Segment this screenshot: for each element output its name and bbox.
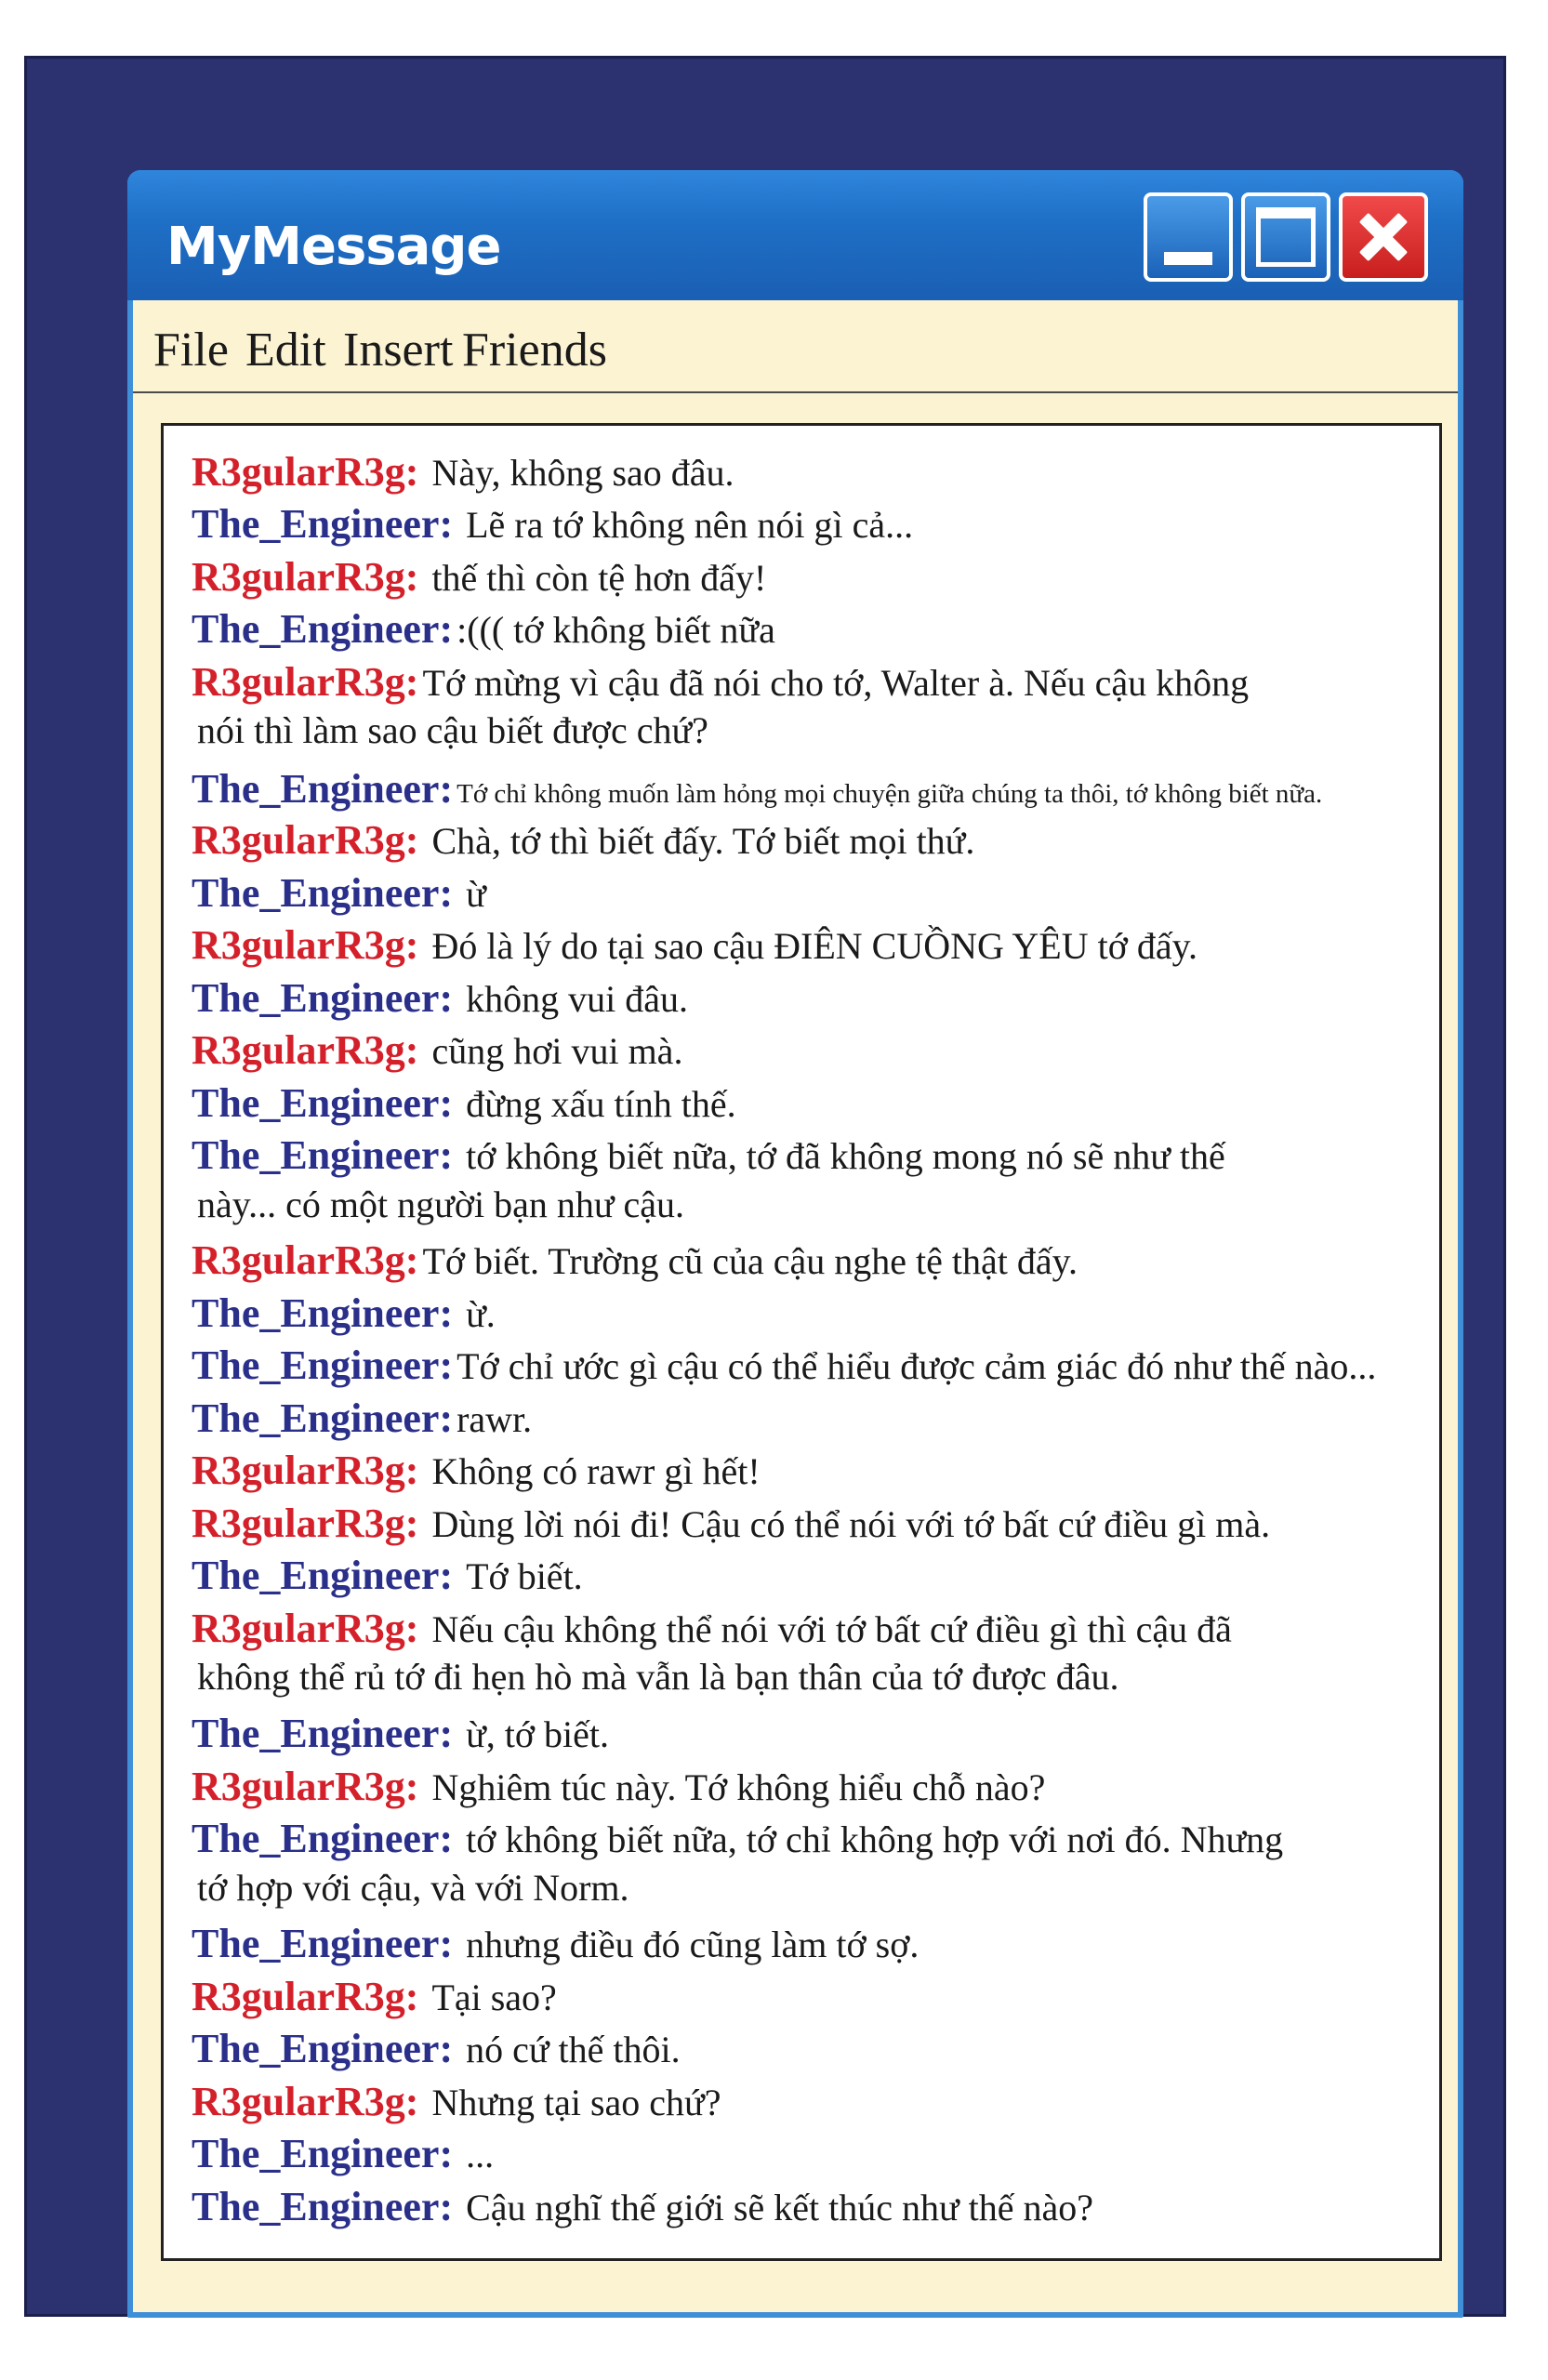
message-text: Lẽ ra tớ không nên nói gì cả... [466,504,914,546]
chat-message [192,2078,721,2125]
message-author: R3gularR3g: [192,554,419,600]
message-text: Nghiêm túc này. Tớ không hiểu chỗ nào? [431,1766,1046,1808]
minimize-icon [1164,252,1212,265]
chat-message [192,1763,1045,1810]
chat-message [192,605,775,653]
message-author: R3gularR3g: [192,1448,419,1493]
message-text: ừ, tớ biết. [466,1713,610,1755]
message-text: không vui đâu. [466,978,688,1020]
window-body [133,300,1458,2312]
message-author: R3gularR3g: [192,2079,419,2124]
message-author: R3gularR3g: [192,1027,419,1073]
message-author: R3gularR3g: [192,817,419,863]
message-author: The_Engineer: [192,1816,454,1861]
message-text: Không có rawr gì hết! [431,1450,761,1492]
message-author: The_Engineer: [192,501,454,547]
message-author: R3gularR3g: [192,659,419,705]
outer-frame [24,56,1506,2317]
message-text: nhưng điều đó cũng làm tớ sợ. [466,1924,920,1965]
message-author: The_Engineer: [192,1080,454,1126]
message-author: The_Engineer: [192,1921,454,1966]
chat-message [192,1447,761,1494]
chat-message [192,1605,1232,1652]
chat-message-continuation: tớ hợp với cậu, và với Norm. [197,1867,629,1909]
message-text: Cậu nghĩ thế giới sẽ kết thúc như thế nào? [466,2187,1094,2228]
message-text: tớ không biết nữa, tớ chỉ không hợp với nơi đó. Nhưng [466,1818,1284,1860]
message-author: The_Engineer: [192,1342,454,1388]
message-text: thế thì còn tệ hơn đấy! [431,557,767,599]
message-author: The_Engineer: [192,1553,454,1598]
menu-bar [133,300,1458,393]
chat-message [192,1500,1270,1547]
chat-message [192,1552,583,1599]
maximize-button[interactable] [1241,192,1330,282]
message-author: R3gularR3g: [192,1764,419,1809]
message-author: The_Engineer: [192,2131,454,2176]
chat-message-continuation: này... có một người bạn như cậu. [197,1183,685,1225]
message-text: nó cứ thế thôi. [466,2029,681,2070]
message-author: R3gularR3g: [192,1501,419,1546]
message-text: cũng hơi vui mà. [431,1030,683,1072]
chat-message [192,765,1322,813]
chat-message [192,2130,494,2177]
message-text: ừ [466,873,486,915]
message-text: Tớ chỉ không muốn làm hỏng mọi chuyện giữa chúng ta thôi, tớ không biết nữa. [456,779,1323,809]
message-author: The_Engineer: [192,975,454,1021]
window-title: MyMessage [166,217,501,277]
chat-message [192,500,913,548]
message-author: The_Engineer: [192,606,454,652]
message-author: R3gularR3g: [192,1606,419,1651]
chat-message [192,1026,682,1074]
chat-message [192,1395,532,1442]
chat-message [192,1289,496,1337]
message-author: The_Engineer: [192,2026,454,2071]
message-text: rawr. [456,1398,533,1440]
close-icon [1343,196,1424,278]
menu-edit[interactable]: Edit [245,324,326,377]
chat-message [192,658,1249,706]
chat-message [192,1973,557,2020]
chat-message [192,1710,609,1757]
message-text: Đó là lý do tại sao cậu ĐIÊN CUỒNG YÊU tớ đấy. [431,925,1198,967]
message-author: The_Engineer: [192,1132,454,1178]
message-text: Tớ biết. [466,1555,583,1597]
message-text: Này, không sao đâu. [431,452,734,494]
message-text: Chà, tớ thì biết đấy. Tớ biết mọi thứ. [431,820,975,862]
message-text: đừng xấu tính thế. [466,1083,736,1125]
chat-message [192,1236,1078,1284]
message-text: Nếu cậu không thể nói với tớ bất cứ điều gì thì cậu đã [431,1608,1232,1650]
title-bar[interactable] [127,170,1463,300]
message-text: tớ không biết nữa, tớ đã không mong nó sẽ như thế [466,1135,1225,1177]
app-window [127,170,1463,2318]
message-text: Nhưng tại sao chứ? [431,2082,721,2123]
message-text: Tớ chỉ ước gì cậu có thể hiểu được cảm giác đó như thế nào... [456,1345,1377,1387]
menu-friends[interactable]: Friends [462,324,607,377]
chat-message-continuation: nói thì làm sao cậu biết được chứ? [197,709,708,751]
message-text: Tớ biết. Trường cũ của cậu nghe tệ thật đấy. [422,1240,1078,1282]
message-author: R3gularR3g: [192,449,419,495]
message-text: :((( tớ không biết nữa [456,609,775,651]
chat-message [192,2183,1093,2230]
message-author: R3gularR3g: [192,922,419,968]
chat-message [192,1920,919,1967]
chat-message [192,1342,1376,1389]
message-text: Tớ mừng vì cậu đã nói cho tớ, Walter à. Nếu cậu không [422,662,1250,704]
menu-file[interactable]: File [153,324,229,377]
message-text: ừ. [466,1293,496,1335]
chat-message [192,1815,1283,1862]
chat-message [192,816,974,864]
message-author: The_Engineer: [192,870,454,916]
close-button[interactable] [1339,192,1428,282]
chat-log[interactable] [161,423,1442,2261]
message-author: The_Engineer: [192,2184,454,2229]
message-text: Dùng lời nói đi! Cậu có thể nói với tớ bất cứ điều gì mà. [431,1503,1271,1545]
message-author: The_Engineer: [192,766,454,812]
chat-message [192,2025,681,2072]
message-author: The_Engineer: [192,1711,454,1756]
chat-message [192,974,688,1022]
maximize-icon [1256,207,1316,267]
message-author: The_Engineer: [192,1290,454,1336]
message-text: Tại sao? [431,1977,557,2018]
chat-message-continuation: không thể rủ tớ đi hẹn hò mà vẫn là bạn thân của tớ được đâu. [197,1656,1119,1698]
menu-insert[interactable]: Insert [343,324,454,377]
message-author: The_Engineer: [192,1395,454,1441]
chat-message [192,869,486,917]
message-text: ... [466,2134,495,2175]
chat-message [192,448,734,496]
message-author: R3gularR3g: [192,1237,419,1283]
chat-message [192,1079,736,1127]
chat-message [192,921,1197,969]
minimize-button[interactable] [1144,192,1233,282]
chat-message [192,553,766,601]
chat-message [192,1131,1225,1179]
message-author: R3gularR3g: [192,1974,419,2019]
